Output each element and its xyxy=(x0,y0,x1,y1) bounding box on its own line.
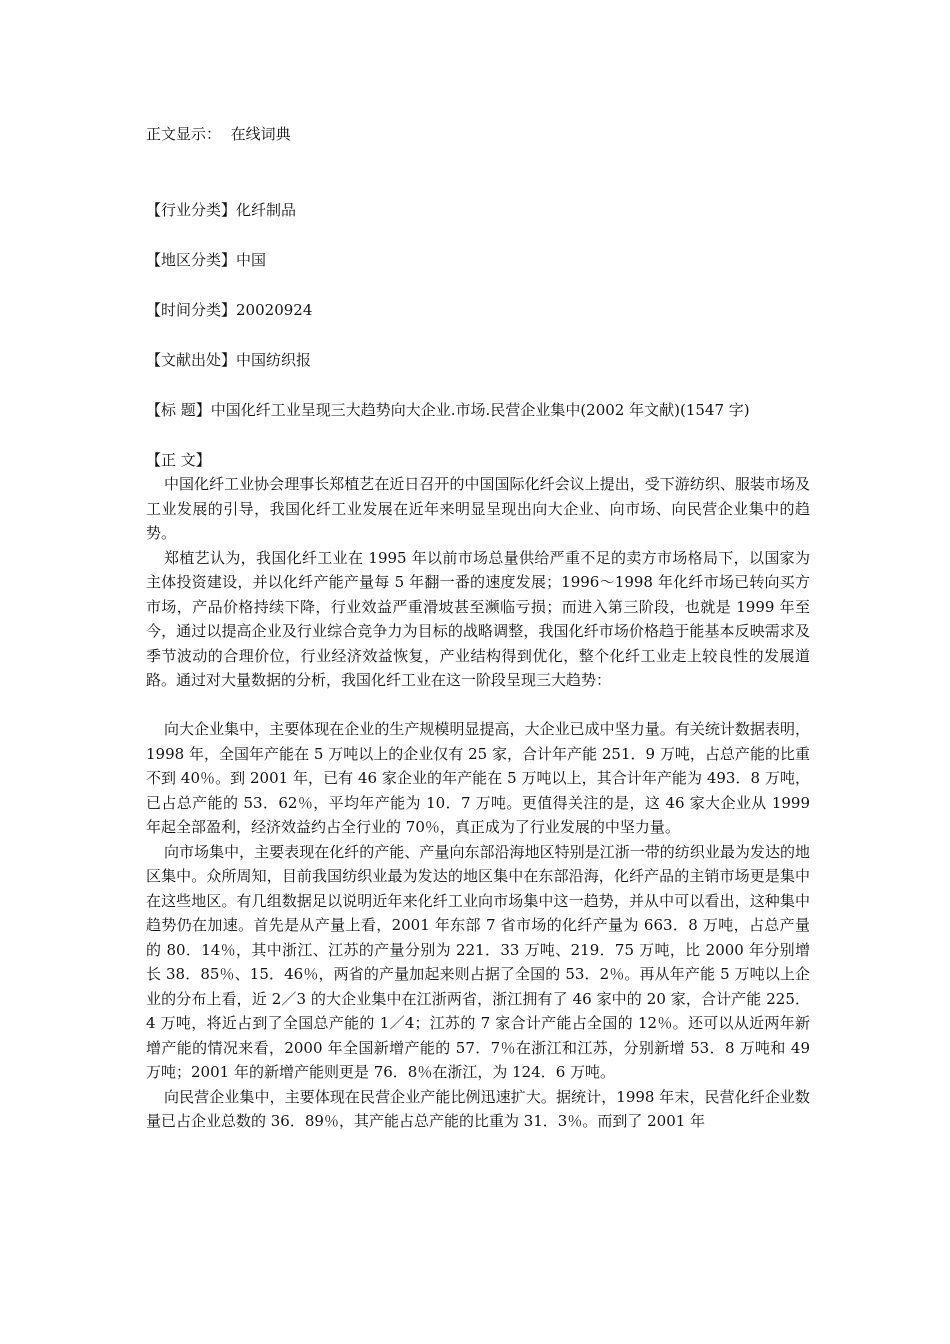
meta-region xyxy=(146,248,810,273)
online-dictionary-link[interactable]: 在线词典 xyxy=(230,125,291,143)
body-label: 【正 文】 xyxy=(146,450,211,469)
meta-value: 中国 xyxy=(236,250,267,269)
meta-label: 【标 题】 xyxy=(146,400,211,419)
meta-value: 中国化纤工业呈现三大趋势向大企业.市场.民营企业集中(2002 年文献)(1547 字) xyxy=(210,400,750,419)
body-paragraph: 向市场集中，主要表现在化纤的产能、产量向东部沿海地区特别是江浙一带的纺织业最为发达的地区集中。众所周知，目前我国纺织业最为发达的地区集中在东部沿海，化纤产品的主销市场更是集中在这些地区。有几组数据足以说明近年来化纤工业向市场集中这一趋势，并从中可以看出，这种集中趋势仍在加速。首先是从产量上看，2001 年东部 7 省市场的化纤产量为 663．8 万吨，占总产量的 80．14％，其中浙江、江苏的产量分别为 221．33 万吨、219．75 万吨，比 2000 年分别增长 38．85％、15．46％，两省的产量加起来则占据了全国的 53．2％。再从年产能 5 万吨以上企业的分布上看，近 2／3 的大企业集中在江浙两省，浙江拥有了 46 家中的 20 家，合计产能 225．4 万吨，将近占到了全国总产能的 1／4；江苏的 7 家合计产能占全国的 12％。还可以从近两年新增产能的情况来看，2000 年全国新增产能的 57．7％在浙江和江苏，分别新增 53．8 万吨和 49 万吨；2001 年的新增产能则更是 76．8％在浙江，为 124．6 万吨。 xyxy=(146,842,810,1081)
meta-value: 化纤制品 xyxy=(236,200,297,219)
metadata-block xyxy=(146,198,810,423)
meta-source xyxy=(146,348,810,373)
meta-title xyxy=(146,398,810,423)
body-paragraph: 向民营企业集中，主要体现在民营企业产能比例迅速扩大。据统计，1998 年末，民营化纤企业数量已占企业总数的 36．89％，其产能占总产能的比重为 31．3％。而到了 2001 年 xyxy=(146,1087,810,1130)
document-page xyxy=(146,122,810,1134)
body-paragraph: 郑植艺认为，我国化纤工业在 1995 年以前市场总量供给严重不足的卖方市场格局下，以国家为主体投资建设，并以化纤产能产量每 5 年翻一番的速度发展；1996～1998 年化纤市场已转向买方市场，产品价格持续下降，行业效益严重滑坡甚至濒临亏损；而进入第三阶段，也就是 1999 年至今，通过以提高企业及行业综合竞争力为目标的战略调整，我国化纤市场价格趋于能基本反映需求及季节波动的合理价位，行业经济效益恢复，产业结构得到优化，整个化纤工业走上较良性的发展道路。通过对大量数据的分析，我国化纤工业在这一阶段呈现三大趋势： xyxy=(146,548,810,689)
meta-label: 【地区分类】 xyxy=(146,250,237,269)
meta-label: 【时间分类】 xyxy=(146,300,237,319)
body-paragraph: 中国化纤工业协会理事长郑植艺在近日召开的中国国际化纤会议上提出，受下游纺织、服装市场及工业发展的引导，我国化纤工业发展在近年来明显呈现出向大企业、向市场、向民营企业集中的趋势。 xyxy=(146,475,810,542)
meta-industry xyxy=(146,198,810,223)
body-paragraph: 向大企业集中，主要体现在企业的生产规模明显提高，大企业已成中坚力量。有关统计数据表明，1998 年，全国年产能在 5 万吨以上的企业仅有 25 家，合计年产能 251．9 万吨，占总产能的比重不到 40％。到 2001 年，已有 46 家企业的年产能在 5 万吨以上，其合计年产能为 493．8 万吨，已占总产能的 53．62％，平均年产能为 10．7 万吨。更值得关注的是，这 46 家大企业从 1999 年起全部盈利，经济效益约占全行业的 70％，真正成为了行业发展的中坚力量。 xyxy=(146,720,810,836)
meta-value: 中国纺织报 xyxy=(236,350,312,369)
meta-date xyxy=(146,298,810,323)
display-label: 正文显示： xyxy=(146,125,222,143)
meta-label: 【文献出处】 xyxy=(146,350,237,369)
meta-value: 20020924 xyxy=(236,300,313,319)
article-body xyxy=(146,448,810,1134)
display-header xyxy=(146,122,810,147)
meta-label: 【行业分类】 xyxy=(146,200,237,219)
paragraph-spacer xyxy=(146,693,810,718)
